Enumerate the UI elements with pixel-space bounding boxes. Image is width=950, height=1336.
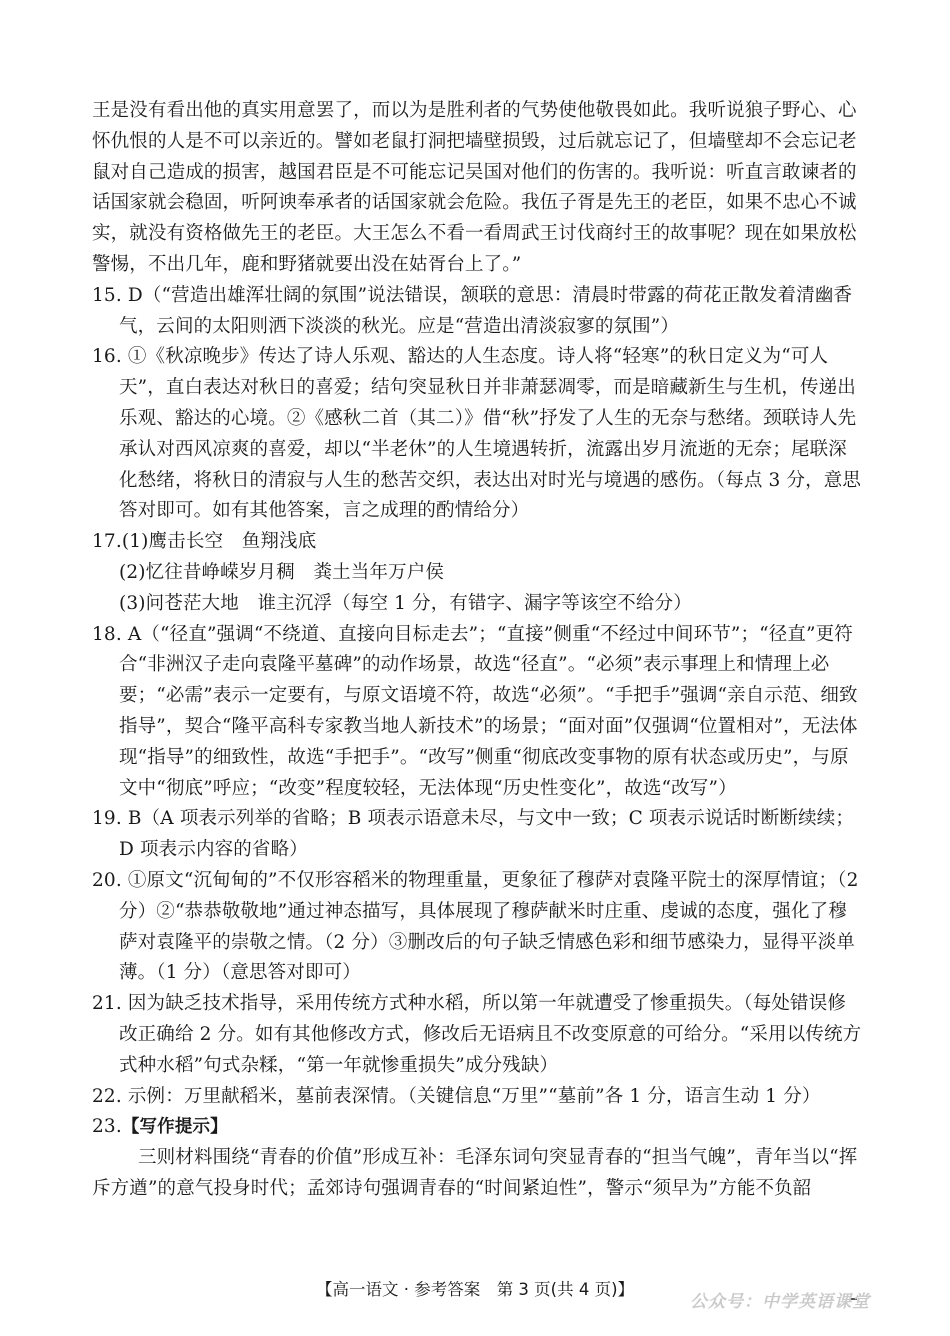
answer-body: [92, 96, 862, 1205]
writing-tip-text: 三则材料围绕“青春的价值”形成互补：毛泽东词句突显青春的“担当气魄”，青年当以“挥斥方遒”的意气投身时代；孟郊诗句强调青春的“时间紧迫性”，警示“须早为”方能不负韶: [92, 1147, 858, 1199]
intro-line: 话国家就会稳固，听阿谀奉承者的话国家就会危险。我伍子胥是先王的老臣，如果不忠心不诚: [92, 192, 857, 214]
answer-17-part-2: (2)忆往昔峥嵘岁月稠 粪土当年万户侯: [119, 561, 445, 583]
writing-tip-heading: 【写作提示】: [121, 1117, 228, 1138]
answer-23: [92, 1112, 862, 1204]
intro-line: 鼠对自己造成的损害，越国君臣是不可能忘记吴国对他们的伤害的。我听说：听直言敢谏者的: [92, 161, 857, 183]
answer-22: 22. 示例：万里献稻米，墓前表深情。（关键信息“万里”“墓前”各 1 分，语言生动 1 分）: [92, 1085, 821, 1107]
watermark: 公众号：中学英语课堂: [690, 1292, 870, 1312]
answer-23-number: 23.: [92, 1116, 122, 1138]
answer-16: 16. ①《秋凉晚步》传达了诗人乐观、豁达的人生态度。诗人将“轻寒”的秋日定义为“可人天”，直白表达对秋日的喜爱；结句突显秋日并非萧瑟凋零，而是暗藏新生与生机，传递出乐观、豁达的心境。②《感秋二首（其二）》借“秋”抒发了人生的无奈与愁绪。颈联诗人先承认对西风凉爽的喜爱，却以“半老休”的人生境遇转折，流露出岁月流逝的无奈；尾联深化愁绪，将秋日的清寂与人生的愁苦交织，表达出对时光与境遇的感伤。（每点 3 分，意思答对即可。如有其他答案，言之成理的酌情给分）: [92, 346, 862, 522]
answer-18: 18. A（“径直”强调“不绕道、直接向目标走去”；“直接”侧重“不经过中间环节”；“径直”更符合“非洲汉子走向袁隆平墓碑”的动作场景，故选“径直”。“必须”表示事理上和情理上必要；“必需”表示一定要有，与原文语境不符，故选“必须”。“手把手”强调“亲自示范、细致指导”，契合“隆平高科专家教当地人新技术”的场景；“面对面”仅强调“位置相对”，无法体现“指导”的细致性，故选“手把手”。“改写”侧重“彻底改变事物的原有状态或历史”，与原文中“彻底”呼应；“改变”程度较轻，无法体现“历史性变化”，故选“改写”）: [92, 623, 858, 799]
intro-line: 怀仇恨的人是不可以亲近的。譬如老鼠打洞把墙壁损毁，过后就忘记了，但墙壁却不会忘记老: [92, 130, 857, 152]
intro-line: 警惕，不出几年，鹿和野猪就要出没在姑胥台上了。”: [92, 253, 522, 275]
intro-line: 实，就没有资格做先王的老臣。大王怎么不看一看周武王讨伐商纣王的故事呢？现在如果放松: [92, 223, 857, 245]
intro-translation: [92, 96, 862, 281]
answer-21: 21. 因为缺乏技术指导，采用传统方式种水稻，所以第一年就遭受了惨重损失。（每处错误修改正确给 2 分。如有其他修改方式，修改后无语病且不改变原意的可给分。“采用以传统方式种水稻”句式杂糅，“第一年就惨重损失”成分残缺）: [92, 993, 862, 1076]
answer-17-number: 17.: [92, 531, 122, 553]
answer-19: 19. B（A 项表示列举的省略；B 项表示语意未尽，与文中一致；C 项表示说话时断断续续；D 项表示内容的省略）: [92, 808, 855, 861]
answer-15: 15. D（“营造出雄浑壮阔的氛围”说法错误，颔联的意思：清晨时带露的荷花正散发着清幽香气，云间的太阳则洒下淡淡的秋光。应是“营造出清淡寂寥的氛围”）: [92, 284, 853, 337]
page-footer: 【高一语文 · 参考答案 第 3 页(共 4 页)】: [315, 1280, 635, 1299]
answer-17-part-1: (1)鹰击长空 鱼翔浅底: [121, 531, 317, 553]
answer-17-part-3: (3)问苍茫大地 谁主沉浮（每空 1 分，有错字、漏字等该空不给分）: [119, 592, 692, 614]
answer-17: [92, 527, 862, 619]
intro-line: 王是没有看出他的真实用意罢了，而以为是胜利者的气势使他敬畏如此。我听说狼子野心、心: [92, 100, 857, 121]
answer-20: 20. ①原文“沉甸甸的”不仅形容稻米的物理重量，更象征了穆萨对袁隆平院士的深厚情谊；（2 分）②“恭恭敬敬地”通过神态描写，具体展现了穆萨献米时庄重、虔诚的态度，强化了穆萨对袁隆平的崇敬之情。（2 分）③删改后的句子缺乏情感色彩和细节感染力，显得平淡单薄。（1 分）（意思答对即可）: [92, 869, 859, 984]
